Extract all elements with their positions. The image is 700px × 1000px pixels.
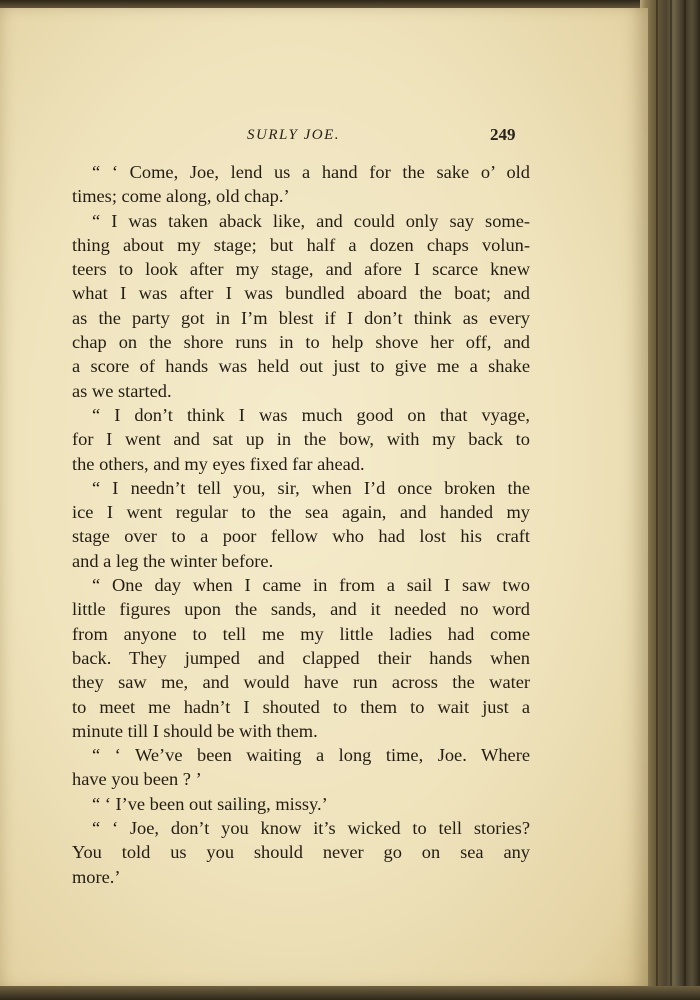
text-line: more.’ xyxy=(72,866,121,887)
text-line: “ ‘ We’ve been waiting a long time, Joe. Where xyxy=(92,745,530,766)
text-line: stage over to a poor fellow who had lost his craft xyxy=(72,526,530,547)
text-line: back. They jumped and clapped their hands when xyxy=(72,647,530,668)
text-line: You told us you should never go on sea any xyxy=(72,842,530,863)
book-binding xyxy=(640,0,700,1000)
page-edge-line xyxy=(684,0,686,1000)
text-line: ice I went regular to the sea again, and handed my xyxy=(72,502,530,523)
text-line: for I went and sat up in the bow, with my back to xyxy=(72,429,530,450)
text-line: thing about my stage; but half a dozen chaps volun- xyxy=(72,234,530,255)
running-head: SURLY JOE. xyxy=(247,127,341,143)
text-line: “ I needn’t tell you, sir, when I’d once broken the xyxy=(92,477,530,498)
text-line: as we started. xyxy=(72,380,172,401)
text-line: times; come along, old chap.’ xyxy=(72,186,290,207)
page-number: 249 xyxy=(490,125,516,144)
text-line: “ ‘ Come, Joe, lend us a hand for the sake o’ old xyxy=(92,162,530,182)
text-line: teers to look after my stage, and afore I scarce knew xyxy=(72,259,530,280)
body-text xyxy=(72,160,530,889)
text-line: the others, and my eyes fixed far ahead. xyxy=(72,453,365,474)
text-line: little figures upon the sands, and it needed no word xyxy=(72,599,530,620)
text-line: “ I was taken aback like, and could only say some- xyxy=(92,210,530,231)
text-line: chap on the shore runs in to help shove her off, and xyxy=(72,332,530,353)
page-edge-line xyxy=(670,0,672,1000)
text-line: and a leg the winter before. xyxy=(72,550,274,571)
text-line: they saw me, and would have run across the water xyxy=(72,672,530,693)
text-line: what I was after I was bundled aboard the boat; and xyxy=(72,283,530,304)
text-line: to meet me hadn’t I shouted to them to wait just a xyxy=(72,696,530,717)
page-edge-line xyxy=(656,0,658,1000)
text-line: “ One day when I came in from a sail I saw two xyxy=(92,575,530,596)
text-line: as the party got in I’m blest if I don’t think as every xyxy=(72,307,530,328)
bottom-edge xyxy=(0,986,700,1000)
text-line: “ I don’t think I was much good on that vyage, xyxy=(92,404,530,425)
text-line: have you been ? ’ xyxy=(72,769,202,790)
text-line: “ ‘ I’ve been out sailing, missy.’ xyxy=(92,793,328,814)
text-line: a score of hands was held out just to give me a shake xyxy=(72,356,530,377)
text-line: “ ‘ Joe, don’t you know it’s wicked to tell stories? xyxy=(92,818,530,839)
text-line: minute till I should be with them. xyxy=(72,720,318,741)
text-line: from anyone to tell me my little ladies had come xyxy=(72,623,530,644)
